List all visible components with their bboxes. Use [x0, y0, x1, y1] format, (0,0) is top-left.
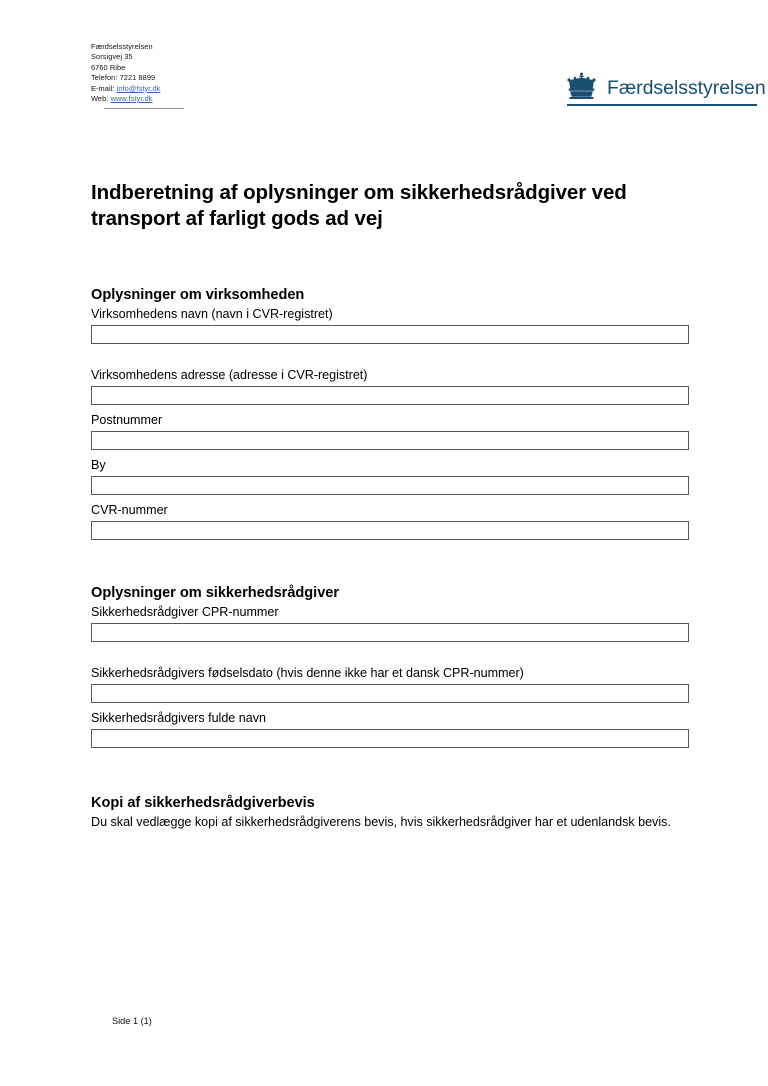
spacer — [91, 703, 691, 710]
sender-phone: Telefon: 7221 8899 — [91, 73, 156, 83]
field-company-name-label: Virksomhedens navn (navn i CVR-registret) — [91, 307, 333, 321]
spacer — [91, 405, 691, 412]
sender-address-block — [91, 42, 160, 104]
company-address-input[interactable] — [91, 386, 689, 405]
spacer — [91, 344, 691, 367]
spacer — [91, 540, 691, 584]
field-company-cvr — [91, 502, 691, 540]
advisor-cpr-input[interactable] — [91, 623, 689, 642]
company-cvr-input[interactable] — [91, 521, 689, 540]
section-certificate-heading: Kopi af sikkerhedsrådgiverbevis — [91, 795, 315, 811]
field-advisor-birthdate-label: Sikkerhedsrådgivers fødselsdato (hvis denne ikke har et dansk CPR-nummer) — [91, 666, 524, 680]
company-postcode-input[interactable] — [91, 431, 689, 450]
company-city-input[interactable] — [91, 476, 689, 495]
field-company-postcode-label: Postnummer — [91, 413, 163, 427]
section-certificate-text: Du skal vedlægge kopi af sikkerhedsrådgiverens bevis, hvis sikkerhedsrådgiver har et udenlandsk bevis. — [91, 815, 671, 829]
spacer — [91, 232, 691, 286]
page-footer: Side 1 (1) — [112, 1016, 152, 1026]
sender-email-label: E-mail: — [91, 83, 115, 93]
logo-wordmark: Færdselsstyrelsen — [607, 77, 766, 99]
advisor-birthdate-input[interactable] — [91, 684, 689, 703]
field-advisor-birthdate — [91, 665, 691, 703]
field-advisor-cpr — [91, 604, 691, 642]
page-header — [0, 42, 768, 120]
field-advisor-fullname-label: Sikkerhedsrådgivers fulde navn — [91, 711, 266, 725]
section-advisor-heading: Oplysninger om sikkerhedsrådgiver — [91, 585, 340, 601]
field-company-cvr-label: CVR-nummer — [91, 503, 168, 517]
sender-email-line — [91, 84, 160, 94]
sender-divider — [104, 108, 184, 109]
sender-city: 6760 Ribe — [91, 62, 126, 72]
logo-underline-rule — [567, 104, 757, 106]
advisor-fullname-input[interactable] — [91, 729, 689, 748]
company-name-input[interactable] — [91, 325, 689, 344]
spacer — [91, 642, 691, 665]
field-company-city-label: By — [91, 458, 106, 472]
crown-icon — [565, 72, 598, 100]
field-advisor-cpr-label: Sikkerhedsrådgiver CPR-nummer — [91, 605, 279, 619]
section-company — [91, 286, 691, 540]
spacer — [91, 748, 691, 794]
field-company-city — [91, 457, 691, 495]
document-content — [91, 180, 691, 831]
section-company-heading: Oplysninger om virksomheden — [91, 287, 305, 303]
spacer — [91, 495, 691, 502]
page-title: Indberetning af oplysninger om sikkerhedsrådgiver ved transport af farligt gods ad vej — [91, 181, 627, 230]
sender-organisation: Færdselsstyrelsen — [91, 42, 153, 51]
field-company-name — [91, 306, 691, 344]
field-company-address — [91, 367, 691, 405]
field-advisor-fullname — [91, 710, 691, 748]
agency-logo — [565, 67, 766, 115]
sender-email-link[interactable]: info@fstyr.dk — [116, 83, 161, 93]
sender-web-link[interactable]: www.fstyr.dk — [110, 94, 153, 104]
section-certificate — [91, 794, 691, 831]
sender-street: Sorsigvej 35 — [91, 52, 133, 62]
field-company-postcode — [91, 412, 691, 450]
spacer — [91, 450, 691, 457]
field-company-address-label: Virksomhedens adresse (adresse i CVR-registret) — [91, 368, 368, 382]
sender-web-label: Web: — [91, 94, 109, 104]
sender-web-line — [91, 94, 160, 104]
section-advisor — [91, 584, 691, 748]
